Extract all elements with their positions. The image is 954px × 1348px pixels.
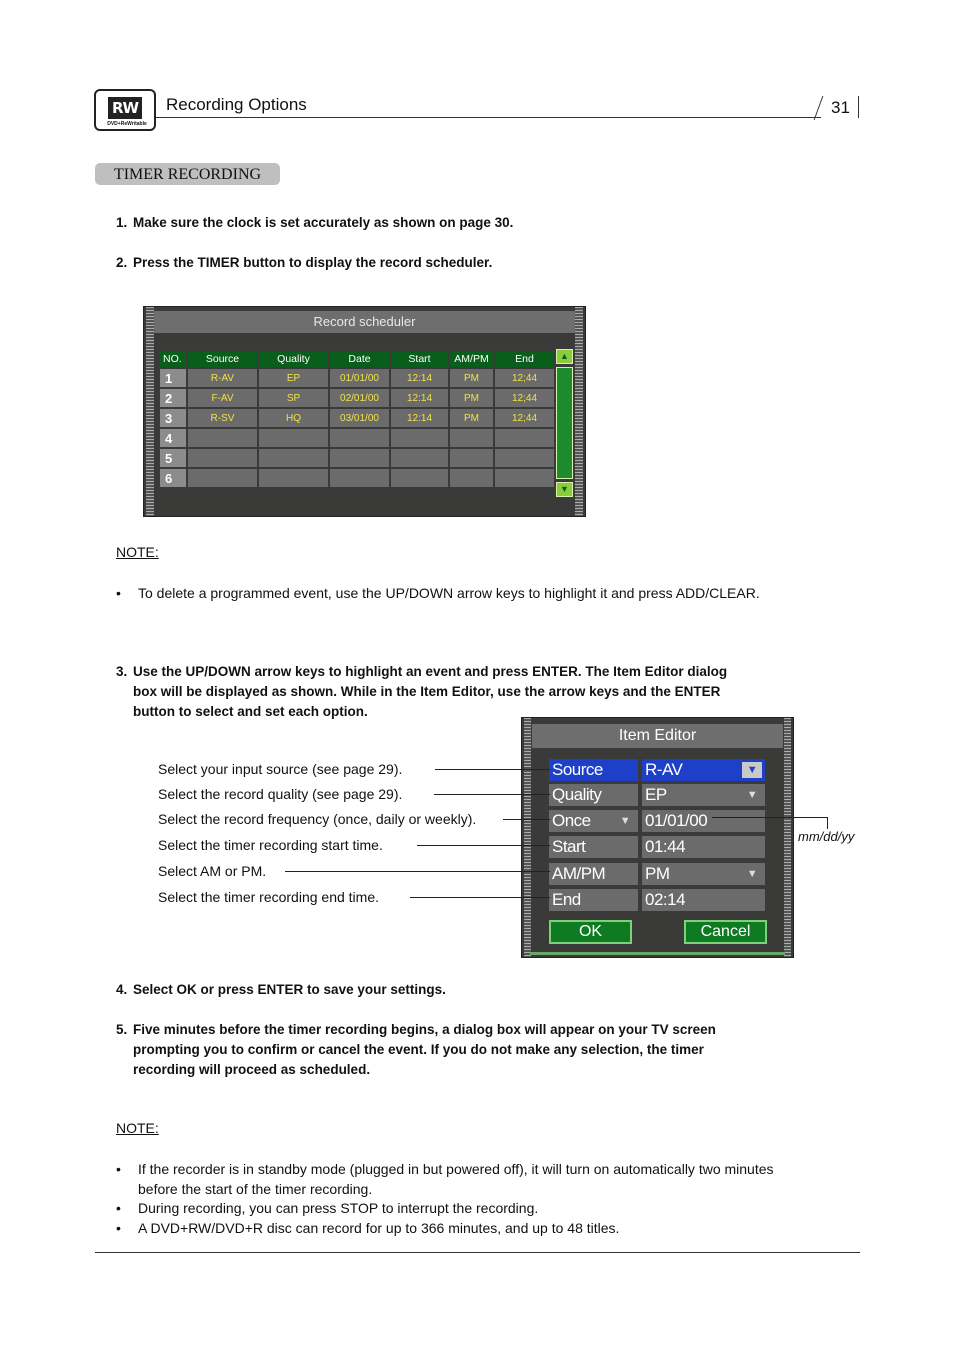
- frequency-value: Once: [552, 811, 591, 830]
- bullet: •: [116, 1200, 121, 1216]
- cell-start: [391, 429, 448, 447]
- cell-ampm: [450, 469, 493, 487]
- ampm-select[interactable]: [642, 863, 765, 885]
- cell-start: [391, 449, 448, 467]
- table-row[interactable]: [160, 369, 554, 387]
- footer-rule: [95, 1252, 860, 1253]
- dropdown-arrow-icon[interactable]: ▼: [619, 815, 631, 827]
- record-scheduler-screen: [143, 306, 586, 517]
- section-title: Recording Options: [166, 95, 307, 114]
- cell-quality: [259, 449, 328, 467]
- step-text: Use the UP/DOWN arrow keys to highlight an event and press ENTER. The Item Editor dialog: [133, 664, 728, 679]
- date-format-label: mm/dd/yy: [798, 829, 855, 844]
- note-item: [116, 1159, 836, 1199]
- cell-date: 01/01/00: [330, 369, 389, 387]
- date-callout-line: [712, 817, 828, 818]
- cell-no: 2: [160, 389, 186, 407]
- scheduler-header-row: [160, 351, 554, 367]
- note-text: If the recorder is in standby mode (plugged in but powered off), it will turn on automatically two minutes: [138, 1161, 774, 1177]
- callout-frequency: Select the record frequency (once, daily or weekly).: [158, 811, 477, 827]
- step-text: Make sure the clock is set accurately as shown on page 30.: [133, 215, 514, 230]
- cell-no: 4: [160, 429, 186, 447]
- cell-source: [188, 449, 257, 467]
- step-text: Press the TIMER button to display the record scheduler.: [133, 255, 493, 270]
- cell-no: 1: [160, 369, 186, 387]
- cell-source: [188, 469, 257, 487]
- quality-label[interactable]: Quality: [549, 784, 638, 806]
- logo-mark: RW: [108, 97, 142, 119]
- cell-quality: [259, 469, 328, 487]
- cell-start: [391, 469, 448, 487]
- item-editor-screen: [521, 717, 794, 958]
- dropdown-arrow-icon[interactable]: ▼: [742, 762, 762, 778]
- cell-ampm: [450, 449, 493, 467]
- cell-no: 5: [160, 449, 186, 467]
- step-number: 4.: [116, 982, 128, 997]
- end-time-field[interactable]: 02:14: [642, 889, 765, 911]
- cell-source: F-AV: [188, 389, 257, 407]
- ok-button[interactable]: OK: [549, 920, 632, 944]
- cell-date: [330, 469, 389, 487]
- logo-subtext: DVD+ReWritable: [107, 121, 147, 127]
- cell-ampm: PM: [450, 369, 493, 387]
- source-value: R-AV: [645, 760, 683, 779]
- scheduler-title: Record scheduler: [154, 311, 575, 333]
- note-item: [116, 1218, 836, 1238]
- dvd-rw-logo: [94, 89, 156, 131]
- step-text: prompting you to confirm or cancel the event. If you do not make any selection, the timer: [133, 1042, 704, 1057]
- bullet: •: [116, 585, 121, 601]
- date-field[interactable]: 01/01/00: [642, 810, 765, 832]
- callout-line: [410, 897, 550, 898]
- step-3: [116, 662, 727, 722]
- cell-source: R-AV: [188, 369, 257, 387]
- cell-quality: [259, 429, 328, 447]
- step-text: Select OK or press ENTER to save your settings.: [133, 982, 446, 997]
- note-item: [116, 583, 836, 603]
- cell-quality: HQ: [259, 409, 328, 427]
- scroll-up-icon[interactable]: ▲: [556, 349, 573, 364]
- editor-bottom-rule: [530, 952, 785, 955]
- step-number: 1.: [116, 215, 128, 230]
- ampm-value: PM: [645, 864, 670, 883]
- end-label[interactable]: End: [549, 889, 638, 911]
- table-row[interactable]: [160, 469, 554, 487]
- cell-ampm: PM: [450, 389, 493, 407]
- callout-line: [285, 871, 550, 872]
- cell-no: 6: [160, 469, 186, 487]
- cell-date: [330, 449, 389, 467]
- cell-end: [495, 469, 554, 487]
- dropdown-arrow-icon[interactable]: ▼: [746, 868, 758, 880]
- step-2: [116, 253, 492, 273]
- table-row[interactable]: [160, 449, 554, 467]
- page-number: 31: [831, 98, 850, 117]
- scroll-down-icon[interactable]: ▼: [556, 482, 573, 497]
- frequency-select[interactable]: [549, 810, 638, 832]
- cell-date: [330, 429, 389, 447]
- cell-ampm: PM: [450, 409, 493, 427]
- col-start: Start: [391, 351, 448, 367]
- cell-source: R-SV: [188, 409, 257, 427]
- table-row[interactable]: [160, 409, 554, 427]
- header-rule: [156, 117, 821, 118]
- scheduler-right-edge: [575, 307, 583, 516]
- col-end: End: [495, 351, 554, 367]
- section-tab: TIMER RECORDING: [95, 163, 280, 185]
- page-number-bar: [858, 96, 859, 118]
- scheduler-scrollbar[interactable]: [556, 349, 573, 497]
- note-label: NOTE:: [116, 1120, 159, 1136]
- bullet: •: [116, 1220, 121, 1236]
- quality-select[interactable]: [642, 784, 765, 806]
- cell-no: 3: [160, 409, 186, 427]
- step-5: [116, 1020, 716, 1080]
- step-text: box will be displayed as shown. While in the Item Editor, use the arrow keys and the ENTER: [133, 684, 721, 699]
- note-text: before the start of the timer recording.: [138, 1181, 373, 1197]
- cell-start: 12:14: [391, 409, 448, 427]
- callout-start: Select the timer recording start time.: [158, 837, 383, 853]
- source-label[interactable]: Source: [549, 759, 638, 781]
- table-row[interactable]: [160, 429, 554, 447]
- cell-end: [495, 449, 554, 467]
- cell-start: 12:14: [391, 389, 448, 407]
- step-4: [116, 980, 446, 1000]
- table-row[interactable]: [160, 389, 554, 407]
- cell-end: [495, 429, 554, 447]
- cell-source: [188, 429, 257, 447]
- cell-date: 03/01/00: [330, 409, 389, 427]
- scrollbar-track[interactable]: [556, 367, 573, 479]
- callout-line: [503, 819, 550, 820]
- editor-right-edge: [784, 718, 791, 957]
- step-text: button to select and set each option.: [133, 704, 368, 719]
- col-no: NO.: [160, 351, 186, 367]
- callout-end: Select the timer recording end time.: [158, 889, 379, 905]
- note-text: During recording, you can press STOP to interrupt the recording.: [138, 1200, 539, 1216]
- callout-source: Select your input source (see page 29).: [158, 761, 403, 777]
- callout-line: [434, 794, 550, 795]
- step-text: Five minutes before the timer recording begins, a dialog box will appear on your TV screen: [133, 1022, 716, 1037]
- scheduler-table: [158, 349, 556, 489]
- cell-start: 12:14: [391, 369, 448, 387]
- callout-quality: Select the record quality (see page 29).: [158, 786, 403, 802]
- callout-line: [417, 845, 550, 846]
- note-item: [116, 1198, 836, 1218]
- quality-value: EP: [645, 785, 667, 804]
- step-number: 5.: [116, 1022, 128, 1037]
- step-number: 2.: [116, 255, 128, 270]
- scheduler-left-edge: [146, 307, 154, 516]
- col-date: Date: [330, 351, 389, 367]
- dropdown-arrow-icon[interactable]: ▼: [746, 789, 758, 801]
- editor-left-edge: [524, 718, 531, 957]
- start-time-field[interactable]: 01:44: [642, 836, 765, 858]
- col-ampm: AM/PM: [450, 351, 493, 367]
- cell-quality: SP: [259, 389, 328, 407]
- cancel-button[interactable]: Cancel: [684, 920, 767, 944]
- cell-ampm: [450, 429, 493, 447]
- col-source: Source: [188, 351, 257, 367]
- cell-end: 12;44: [495, 389, 554, 407]
- editor-title: Item Editor: [532, 724, 783, 748]
- cell-date: 02/01/00: [330, 389, 389, 407]
- cell-end: 12;44: [495, 369, 554, 387]
- bullet: •: [116, 1161, 121, 1177]
- step-1: [116, 213, 513, 233]
- note-text: To delete a programmed event, use the UP/DOWN arrow keys to highlight it and press ADD/CLEAR.: [138, 585, 760, 601]
- start-label[interactable]: Start: [549, 836, 638, 858]
- col-quality: Quality: [259, 351, 328, 367]
- note-label: NOTE:: [116, 544, 159, 560]
- cell-quality: EP: [259, 369, 328, 387]
- ampm-label[interactable]: AM/PM: [549, 863, 638, 885]
- note-text: A DVD+RW/DVD+R disc can record for up to 366 minutes, and up to 48 titles.: [138, 1220, 620, 1236]
- cell-end: 12;44: [495, 409, 554, 427]
- step-number: 3.: [116, 664, 128, 679]
- callout-ampm: Select AM or PM.: [158, 863, 267, 879]
- date-callout-tick: [827, 817, 828, 829]
- callout-line: [435, 769, 550, 770]
- source-select[interactable]: [642, 759, 765, 781]
- step-text: recording will proceed as scheduled.: [133, 1062, 371, 1077]
